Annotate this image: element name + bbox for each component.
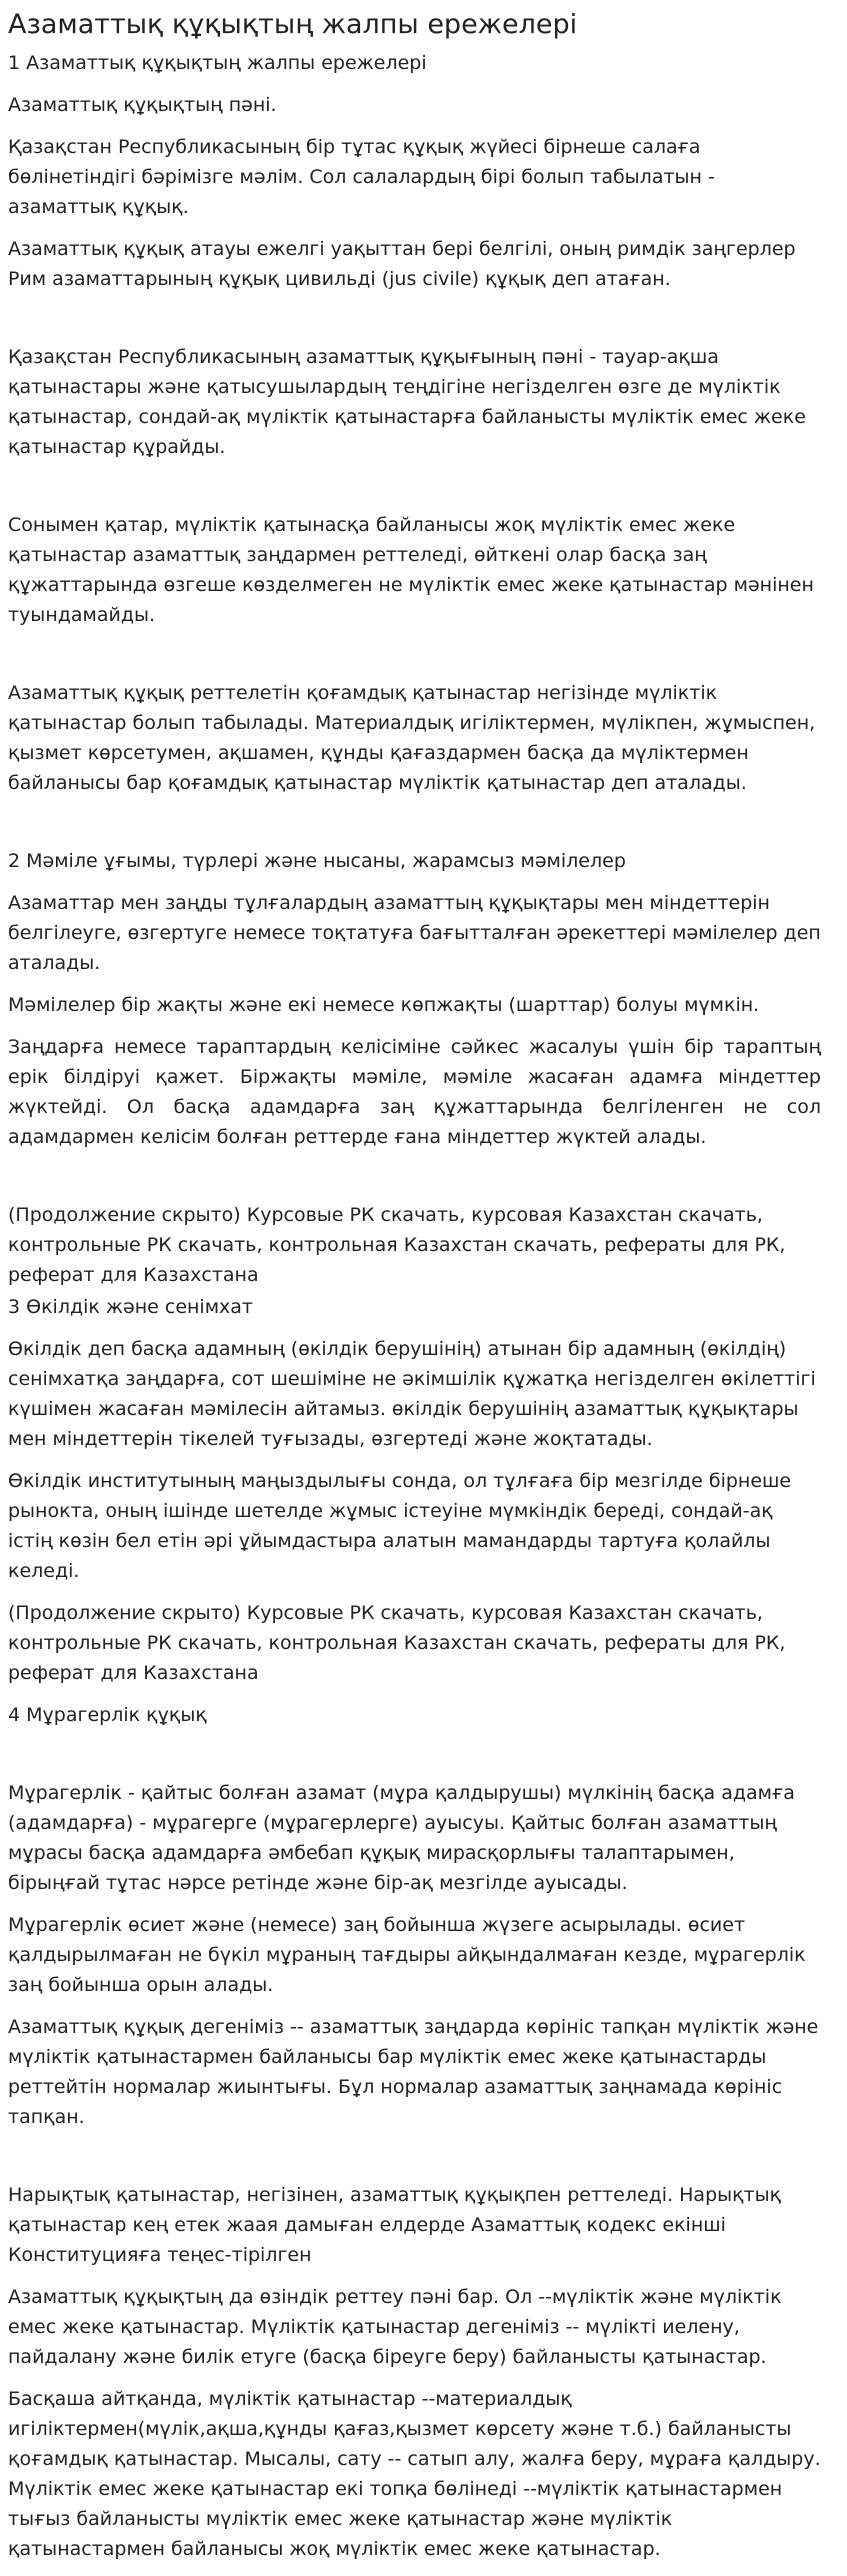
section-heading: 2 Мәміле ұғымы, түрлері және нысаны, жарамсыз мәмілелер: [8, 850, 626, 872]
paragraph: Нарықтық қатынастар, негізінен, азаматтық құқықпен реттеледі. Нарықтық қатынастар кең етек жаая дамыған елдерде Азаматтық кодекс екінші Конституцияға теңес-тірілген: [8, 2184, 782, 2266]
section-heading: 3 Өкілдік және сенімхат: [8, 1296, 253, 1318]
paragraph: Мәмілелер бір жақты және екі немесе көпжақты (шарттар) болуы мүмкін.: [8, 994, 760, 1016]
section-heading: 1 Азаматтық құқықтың жалпы ережелері: [8, 52, 427, 74]
paragraph: Өкілдік деп басқа адамның (өкілдік берушінің) атынан бір адамның (өкілдің) сенімхатқа заңдарға, сот шешіміне не әкімшілік құжатқа негізделген өкілеттігі күшімен жасаған мәмілесін айтамыз. өкілдік берушінің азаматтық құқықтары мен міндеттерін тікелей туғызады, өзгертеді және жоқтатады.: [8, 1338, 816, 1450]
paragraph: Заңдарға немесе тараптардың келісіміне сәйкес жасалуы үшін бір тараптың ерік білдіруі қажет. Біржақты мәміле, мәміле жасаған адамға міндеттер жүктейді. Ол басқа адамдарға заң құжаттарында белгіленген не сол адамдармен келісім болған реттерде ғана міндеттер жүктей алады.: [8, 1036, 821, 1148]
section-inheritance: [8, 1700, 821, 2564]
paragraph: Өкілдік институтының маңыздылығы сонда, ол тұлғаға бір мезгілде бірнеше рынокта, оның ішінде шетелде жұмыс істеуіне мүмкіндік береді, сондай-ақ істің көзін бел етін әрі ұйымдастыра алатын мамандарды тартуға қолайлы келеді.: [8, 1470, 792, 1582]
paragraph: Басқаша айтқанда, мүліктік қатынастар --материалдық игіліктермен(мүлік,ақша,құнды қағаз,қызмет көрсету және т.б.) байланысты қоғамдық қатынастар. Мысалы, сату -- сатып алу, жалға беру, мұраға қалдыру. Мүліктік емес жеке қатынастар екі топқа бөлінеді --мүліктік қатынастармен тығыз байланысты мүліктік емес жеке қатынастар және мүліктік қатынастармен байланысы жоқ мүліктік емес жеке қатынастар.: [8, 2388, 821, 2560]
spacer: [8, 1164, 821, 1200]
hidden-continuation-note: (Продолжение скрыто) Курсовые РК скачать, курсовая Казахстан скачать, контрольные РК скачать, контрольная Казахстан скачать, рефераты для РК, реферат для Казахстана: [8, 1204, 786, 1286]
section-general-provisions: [8, 48, 821, 846]
paragraph: Азаматтық құқықтың да өзіндік реттеу пәні бар. Ол --мүліктік және мүліктік емес жеке қатынастар. Мүліктік қатынастар дегеніміз -- мүлікті иелену, пайдалану және билік етуге (басқа біреуге беру) байланысты қатынастар.: [8, 2286, 782, 2368]
document-page: [0, 8, 830, 2564]
paragraph: Қазақстан Республикасының азаматтық құқығының пәні - тауар-ақша қатынастары және қатысушылардың теңдігіне негізделген өзге де мүліктік қатынастар, сондай-ақ мүліктік қатынастарға байланысты мүліктік емес жеке қатынастар құрайды.: [8, 346, 806, 458]
spacer: [8, 474, 821, 510]
paragraph: Азаматтық құқық атауы ежелгі уақыттан бері белгілі, оның римдік заңгерлер Рим азаматтарының құқық цивильді (jus civile) құқық деп атаған.: [8, 238, 796, 290]
section-heading: 4 Мұрагерлік құқық: [8, 1704, 207, 1726]
spacer: [8, 810, 821, 846]
spacer: [8, 306, 821, 342]
hidden-continuation-note: (Продолжение скрыто) Курсовые РК скачать, курсовая Казахстан скачать, контрольные РК скачать, контрольная Казахстан скачать, рефераты для РК, реферат для Казахстана: [8, 1602, 786, 1684]
spacer: [8, 2144, 821, 2180]
page-title: Азаматтық құқықтың жалпы ережелері: [8, 9, 578, 40]
paragraph: Сонымен қатар, мүліктік қатынасқа байланысы жоқ мүліктік емес жеке қатынастар азаматтық заңдармен реттеледі, өйткені олар басқа заң құжаттарында өзгеше көзделмеген не мүліктік емес жеке қатынастар мәнінен туындамайды.: [8, 514, 814, 626]
paragraph: Мұрагерлік - қайтыс болған азамат (мұра қалдырушы) мүлкінің басқа адамға (адамдарға) - мұрагерге (мұрагерлерге) ауысуы. Қайтыс болған азаматтың мұрасы басқа адамдарға әмбебап құқық мирасқорлығы талаптарымен, бірыңғай тұтас нәрсе ретінде және бір-ақ мезгілде ауысады.: [8, 1782, 795, 1894]
section-transactions: [8, 846, 821, 1200]
paragraph: Мұрагерлік өсиет және (немесе) заң бойынша жүзеге асырылады. өсиет қалдырылмаған не бүкіл мұраның тағдыры айқындалмаған кезде, мұрагерлік заң бойынша орын алады.: [8, 1914, 806, 1996]
paragraph: Азаматтық құқық дегеніміз -- азаматтық заңдарда көрініс тапқан мүліктік және мүліктік қатынастармен байланысы бар мүліктік емес жеке қатынастарды реттейтін нормалар жиынтығы. Бұл нормалар азаматтық заңнамада көрініс тапқан.: [8, 2016, 819, 2128]
paragraph: Азаматтар мен заңды тұлғалардың азаматтың құқықтары мен міндеттерін белгілеуге, өзгертуге немесе тоқтатуға бағытталған әрекеттері мәмілелер деп аталады.: [8, 892, 821, 974]
spacer: [8, 642, 821, 678]
paragraph: Қазақстан Республикасының бір тұтас құқық жүйесі бірнеше салаға бөлінетіндігі бәрімізге мәлім. Сол салалардың бірі болып табылатын - азаматтық құқық.: [8, 136, 715, 218]
spacer: [8, 1742, 821, 1778]
section-representation: [8, 1292, 821, 1586]
paragraph: Азаматтық құқықтың пәні.: [8, 94, 277, 116]
paragraph: Азаматтық құқық реттелетін қоғамдық қатынастар негізінде мүліктік қатынастар болып табылады. Материалдық игіліктермен, мүлікпен, жұмыспен, қызмет көрсетумен, ақшамен, құнды қағаздармен басқа да мүліктермен байланысы бар қоғамдық қатынастар мүліктік қатынастар деп аталады.: [8, 682, 816, 794]
